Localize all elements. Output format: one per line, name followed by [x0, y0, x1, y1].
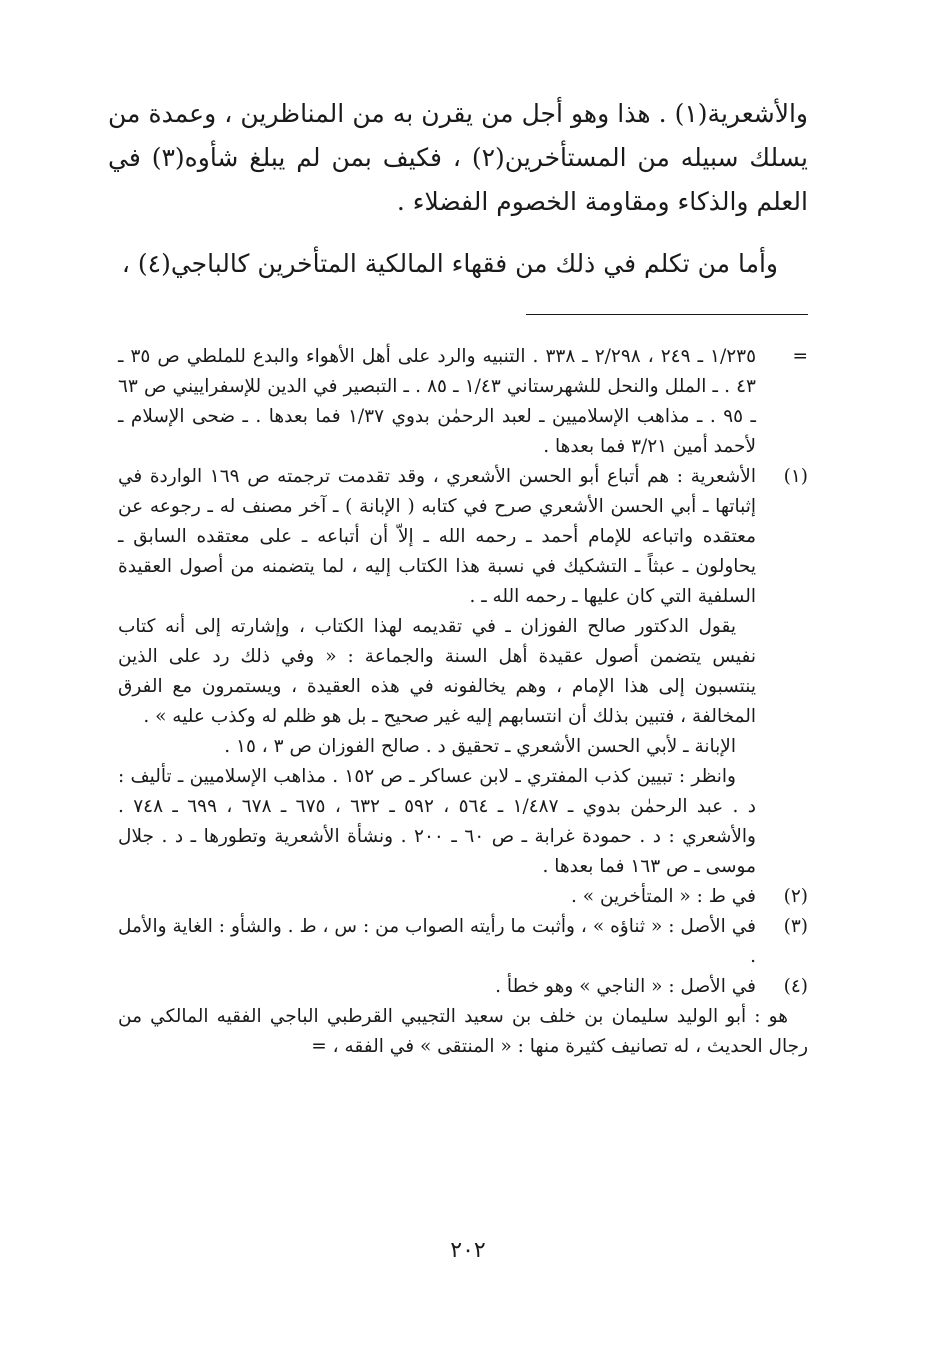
- footnote-mark: (٣): [783, 916, 808, 937]
- footnote-continuation: [118, 342, 808, 462]
- main-paragraph-1: والأشعرية(١) . هذا وهو أجل من يقرن به من المناظرين ، وعمدة من يسلك سبيله من المستأخرين(٢) ، فكيف بمن لم يبلغ شأوه(٣) في العلم والذكاء ومقاومة الخصوم الفضلاء .: [108, 99, 808, 216]
- footnotes: [118, 342, 808, 1062]
- footnote-text: في ط : « المتأخرين » .: [571, 886, 756, 907]
- footnote-mark: (١): [783, 466, 808, 487]
- footnote-text: يقول الدكتور صالح الفوزان ـ في تقديمه لهذا الكتاب ، وإشارته إلى أنه كتاب نفيس يتضمن أصول عقيدة أهل السنة والجماعة : « وفي ذلك رد على الذين ينتسبون إلى هذا الإمام ، وهم يخالفونه في هذه العقيدة ، ويستمرون مع الفرق المخالفة ، فتبين بذلك أن انتسابهم إليه غير صحيح ـ بل هو ظلم له وكذب عليه » .: [118, 616, 756, 727]
- footnote-text: في الأصل : « الناجي » وهو خطأ .: [495, 976, 756, 997]
- footnote-mark: (٢): [783, 886, 808, 907]
- footnote-4-continued: [118, 1002, 808, 1062]
- footnote-separator: [526, 314, 808, 315]
- footnote-text: الإبانة ـ لأبي الحسن الأشعري ـ تحقيق د . صالح الفوزان ص ٣ ، ١٥ .: [224, 736, 736, 757]
- footnote-text: هو : أبو الوليد سليمان بن خلف بن سعيد التجيبي القرطبي الباجي الفقيه المالكي من رجال الحديث ، له تصانيف كثيرة منها : « المنتقى » في الفقه ، =: [118, 1006, 808, 1057]
- footnote-text: الأشعرية : هم أتباع أبو الحسن الأشعري ، وقد تقدمت ترجمته ص ١٦٩ الواردة في إثباتها ـ أبي الحسن الأشعري صرح في كتابه ( الإبانة ) ـ آخر مصنف له ـ رجوعه عن معتقده واتباعه للإمام أحمد ـ رحمه الله ـ إلاّ أن أتباعه ـ على معتقده السابق ـ يحاولون ـ عبثاً ـ التشكيك في نسبة هذا الكتاب إليه ، لما يتضمنه من أصول العقيدة السلفية التي كان عليها ـ رحمه الله ـ .: [118, 466, 756, 607]
- footnote-1: [118, 462, 808, 882]
- footnote-mark: =: [792, 346, 808, 367]
- main-paragraph-2: وأما من تكلم في ذلك من فقهاء المالكية المتأخرين كالباجي(٤) ،: [121, 249, 778, 278]
- footnote-text: في الأصل : « ثناؤه » ، وأثبت ما رأيته الصواب من : س ، ط . والشأو : الغاية والأمل .: [118, 916, 756, 967]
- footnote-3: [118, 912, 808, 972]
- footnote-mark: (٤): [783, 976, 808, 997]
- main-text: [108, 92, 808, 286]
- footnote-4: [118, 972, 808, 1002]
- footnote-2: [118, 882, 808, 912]
- page-number: ٢٠٢: [450, 1238, 486, 1263]
- footnote-text: ١/٢٣٥ ـ ٢٤٩ ، ٢/٢٩٨ ـ ٣٣٨ . التنبيه والرد على أهل الأهواء والبدع للملطي ص ٣٥ ـ ٤٣ . ـ الملل والنحل للشهرستاني ١/٤٣ ـ ٨٥ . ـ التبصير في الدين للإسفراييني ص ٦٣ ـ ٩٥ . ـ مذاهب الإسلاميين ـ لعبد الرحمٰن بدوي ١/٣٧ فما بعدها . ـ ضحى الإسلام ـ لأحمد أمين ٣/٢١ فما بعدها .: [118, 346, 757, 457]
- footnote-text: وانظر : تبيين كذب المفتري ـ لابن عساكر ـ ص ١٥٢ . مذاهب الإسلاميين ـ تأليف : د . عبد الرحمٰن بدوي ـ ١/٤٨٧ ـ ٥٦٤ ، ٥٩٢ ـ ٦٣٢ ، ٦٧٥ ـ ٦٧٨ ، ٦٩٩ ـ ٧٤٨ . والأشعري : د . حمودة غرابة ـ ص ٦٠ ـ ٢٠٠ . ونشأة الأشعرية وتطورها ـ د . جلال موسى ـ ص ١٦٣ فما بعدها .: [118, 766, 757, 877]
